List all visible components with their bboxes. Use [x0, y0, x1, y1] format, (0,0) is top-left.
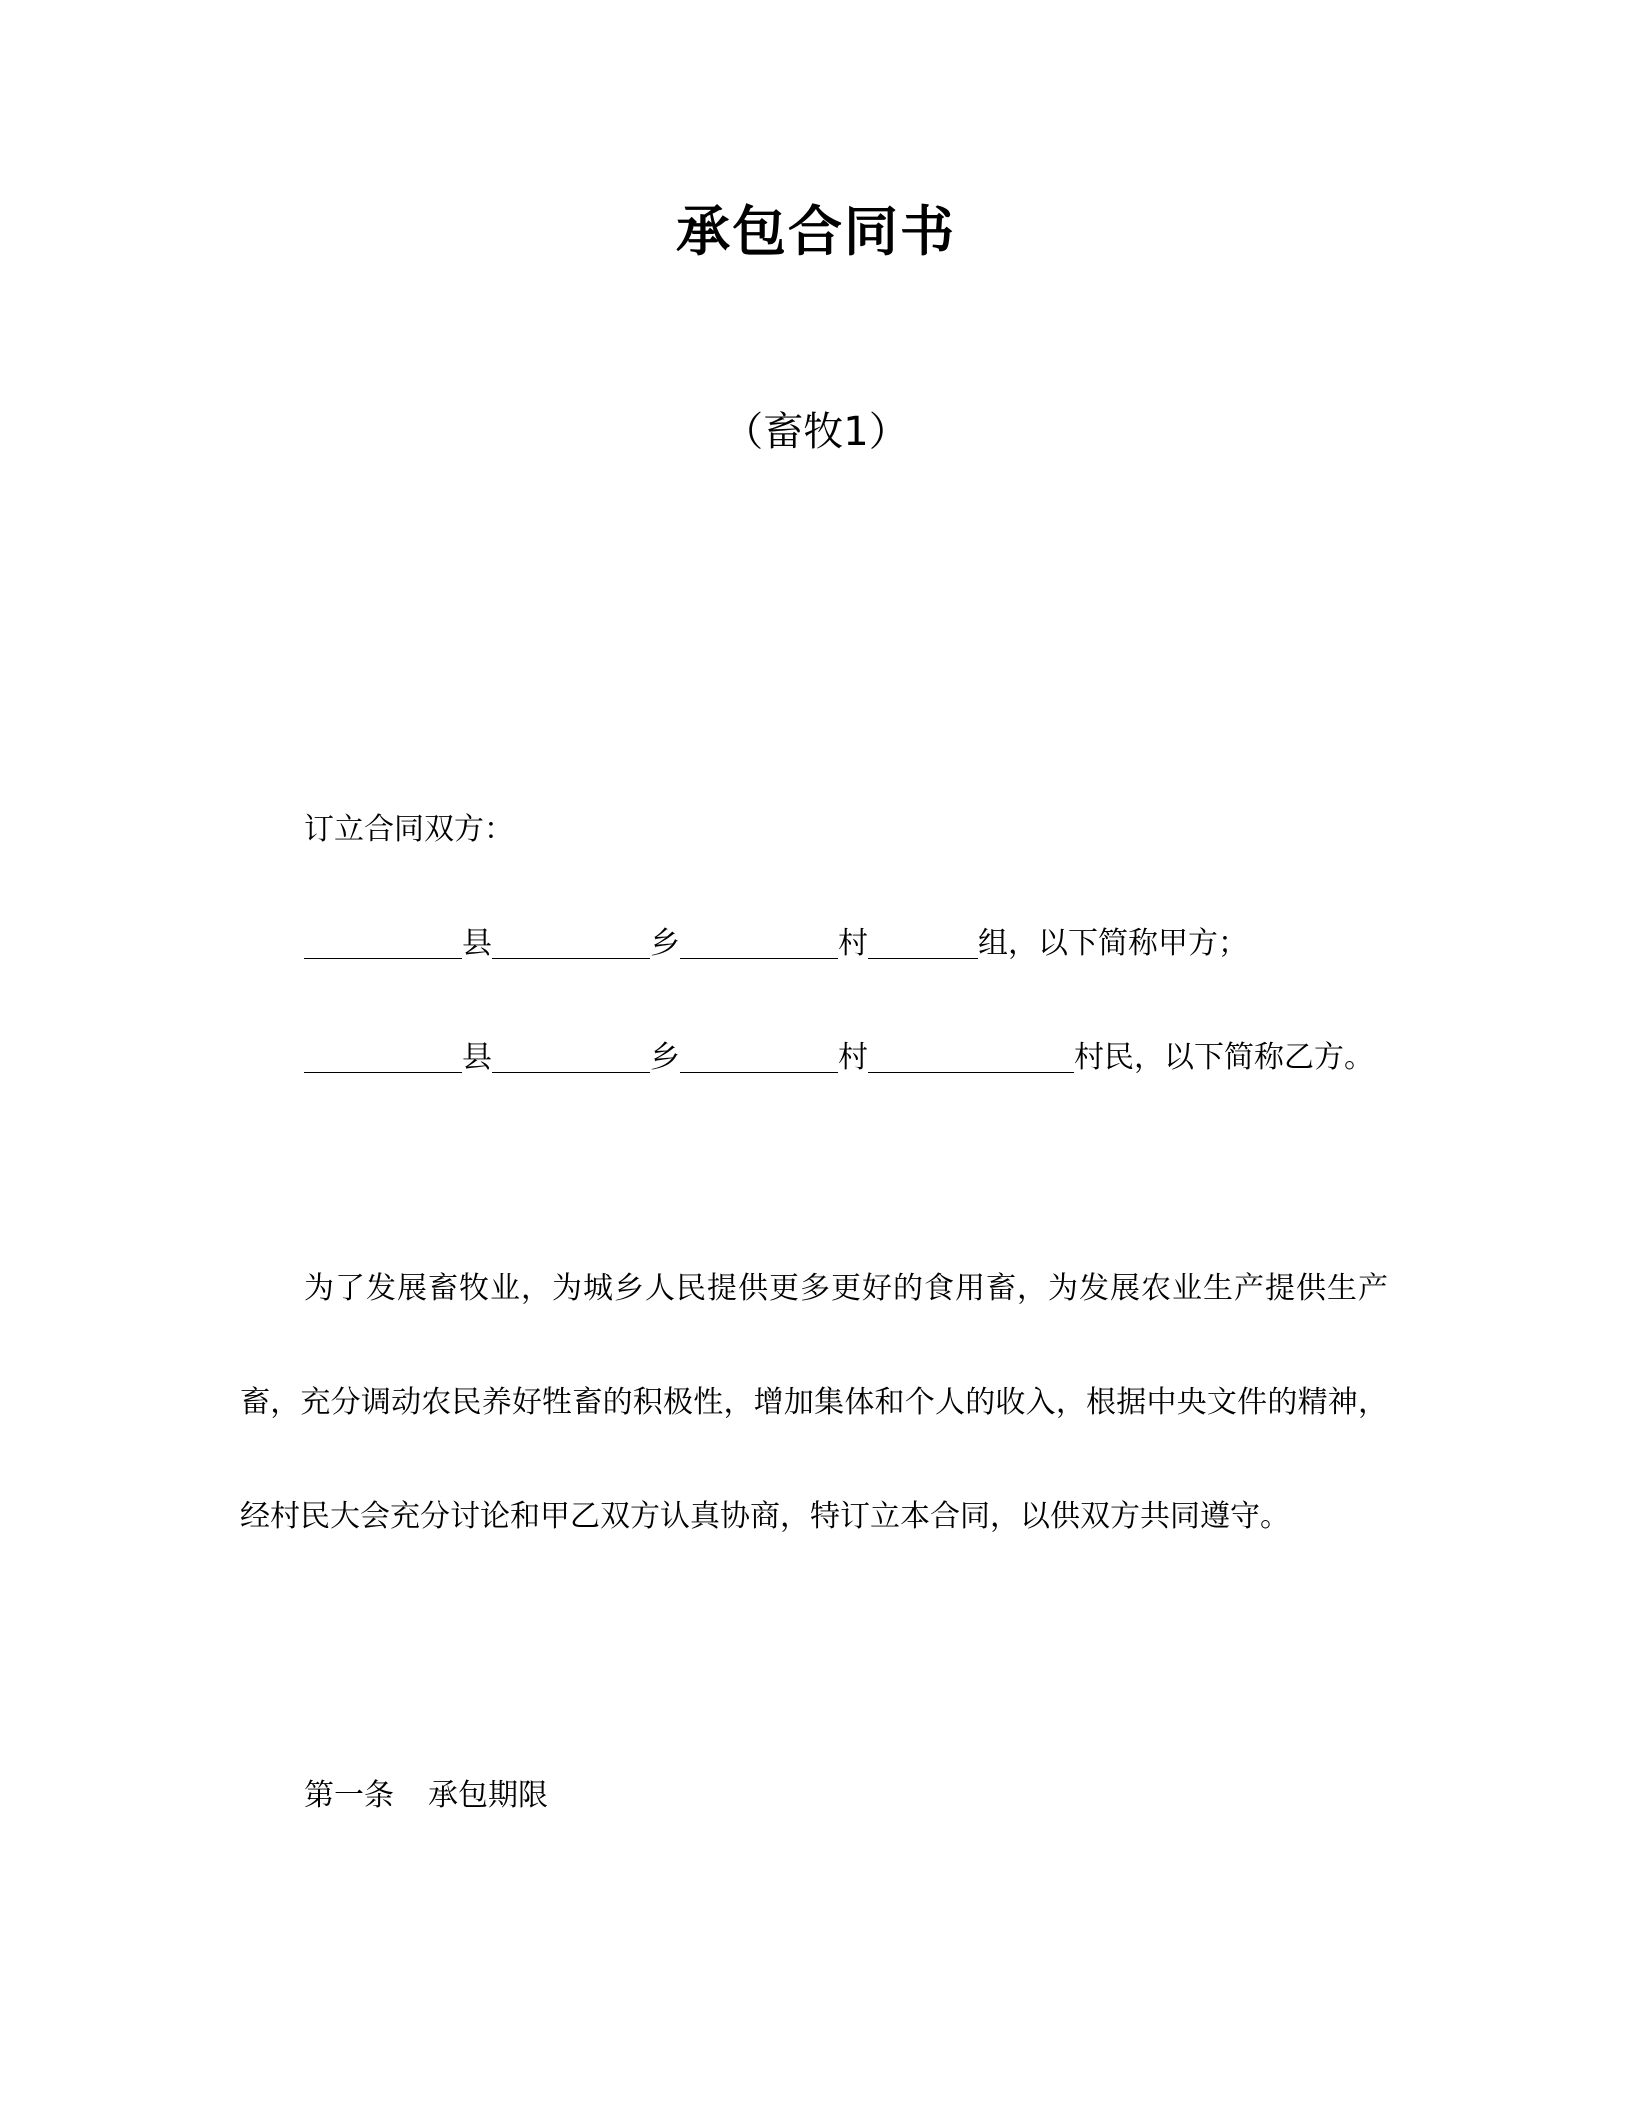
party-b-village-label: 村 — [838, 1040, 868, 1075]
party-b-township-label: 乡 — [650, 1040, 680, 1075]
party-b-county-label: 县 — [462, 1040, 492, 1075]
party-b-township-blank[interactable] — [492, 1038, 650, 1073]
clause-1-title: 承包期限 — [428, 1778, 548, 1813]
party-a-line — [304, 922, 1248, 966]
party-a-township-label: 乡 — [650, 926, 680, 961]
party-a-village-blank[interactable] — [680, 924, 838, 959]
party-b-line — [304, 1036, 1374, 1080]
clause-1-number: 第一条 — [304, 1778, 394, 1813]
party-b-village-blank[interactable] — [680, 1038, 838, 1073]
party-b-suffix: 村民，以下简称乙方。 — [1074, 1040, 1374, 1075]
party-a-group-blank[interactable] — [868, 924, 978, 959]
party-b-county-blank[interactable] — [304, 1038, 462, 1073]
party-a-county-blank[interactable] — [304, 924, 462, 959]
party-a-township-blank[interactable] — [492, 924, 650, 959]
party-a-suffix: 组，以下简称甲方； — [978, 926, 1248, 961]
party-a-county-label: 县 — [462, 926, 492, 961]
clause-1-heading — [304, 1774, 548, 1818]
party-b-name-blank[interactable] — [868, 1038, 1074, 1073]
parties-intro: 订立合同双方： — [304, 812, 514, 847]
document-subtitle: （畜牧1） — [723, 409, 909, 455]
party-a-village-label: 村 — [838, 926, 868, 961]
preamble-paragraph: 为了发展畜牧业，为城乡人民提供更多更好的食用畜，为发展农业生产提供生产畜，充分调动农民养好牲畜的积极性，增加集体和个人的收入，根据中央文件的精神，经村民大会充分讨论和甲乙双方认真协商，特订立本合同，以供双方共同遵守。 — [240, 1271, 1388, 1534]
document-title: 承包合同书 — [676, 200, 956, 263]
